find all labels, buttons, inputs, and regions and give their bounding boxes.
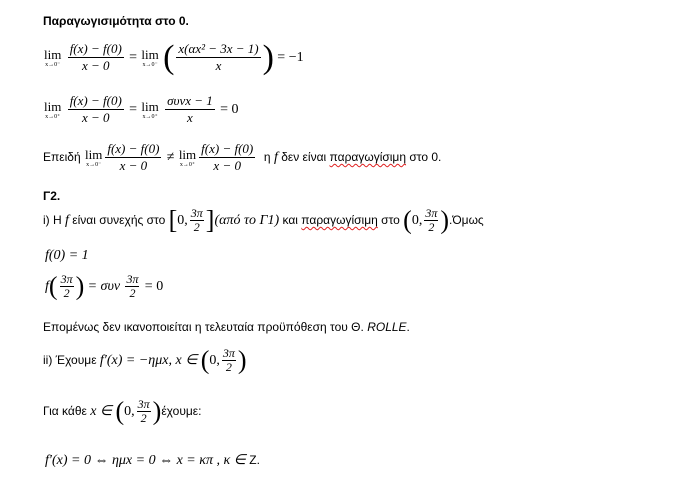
rolle-line: Επομένως δεν ικανοποιείται η τελευταία προϋπόθεση του Θ. ROLLE. (43, 320, 410, 334)
lim-operator: lim x→0⁺ (44, 98, 62, 120)
spellcheck-word: παραγωγίσιμη (329, 149, 407, 164)
difference-quotient: $\frac{f(x) - f(0)}{x - 0}$ (69, 93, 122, 126)
section-title: Παραγωγισιμότητα στο 0. (43, 14, 189, 28)
part-i-line: i) Η f είναι συνεχής στο [0, $\frac{3\pi}{2}$ ](από το Γ1) και παραγωγίσιμη στο (0, $\frac{3\pi}{2}$ ).Όμως (43, 205, 484, 235)
lim-operator: lim x→0⁺ (141, 98, 159, 120)
limit-left-equation: lim x→0⁻ $\frac{f(x) - f(0)}{x - 0}$ = lim x→0⁻ ( $\frac{\text{x(αx² − 3x − 1)}}{x}$ ) = −1 (44, 39, 304, 77)
f-three-pi-half-equation: f( $\frac{3\pi}{2}$ ) = συν $\frac{3\pi}{2}$ = 0 (45, 271, 164, 301)
limit-result: = 0 (220, 101, 239, 117)
conclusion-line: Επειδή lim x→0⁻ $\frac{f(x) - f(0)}{x - 0}$ ≠ lim x→0⁺ $\frac{f(x) - f(0)}{x - 0}$ η f δεν είναι παραγωγίσιμη στο 0. (43, 141, 442, 174)
inner-fraction: $\frac{\text{συνx − 1}}{x}$ (167, 93, 213, 126)
limit-right-equation: lim x→0⁺ $\frac{f(x) - f(0)}{x - 0}$ = lim x→0⁺ $\frac{\text{συνx − 1}}{x}$ = 0 (44, 93, 239, 126)
lim-operator: lim x→0⁻ (44, 46, 62, 68)
inner-fraction: $\frac{\text{x(αx² − 3x − 1)}}{x}$ (178, 41, 259, 74)
f-zero-equation: f(0) = 1 (45, 248, 89, 263)
part-ii-line: ii) Έχουμε f′(x) = −ημx, x ∈ (0, $\frac{3\pi}{2}$ ) (43, 345, 247, 375)
limit-result: = −1 (277, 49, 304, 65)
section-g2-heading: Γ2. (43, 189, 61, 203)
spellcheck-word: παραγωγίσιμη (301, 212, 378, 227)
final-equation: f′(x) = 0 ⇔ ημx = 0 ⇔ x = κπ , κ ∈ Z. (45, 453, 260, 468)
lim-operator: lim x→0⁻ (141, 46, 159, 68)
difference-quotient: $\frac{f(x) - f(0)}{x - 0}$ (69, 41, 122, 74)
for-each-line: Για κάθε x ∈ (0, $\frac{3\pi}{2}$ )έχουμε: (43, 396, 202, 426)
